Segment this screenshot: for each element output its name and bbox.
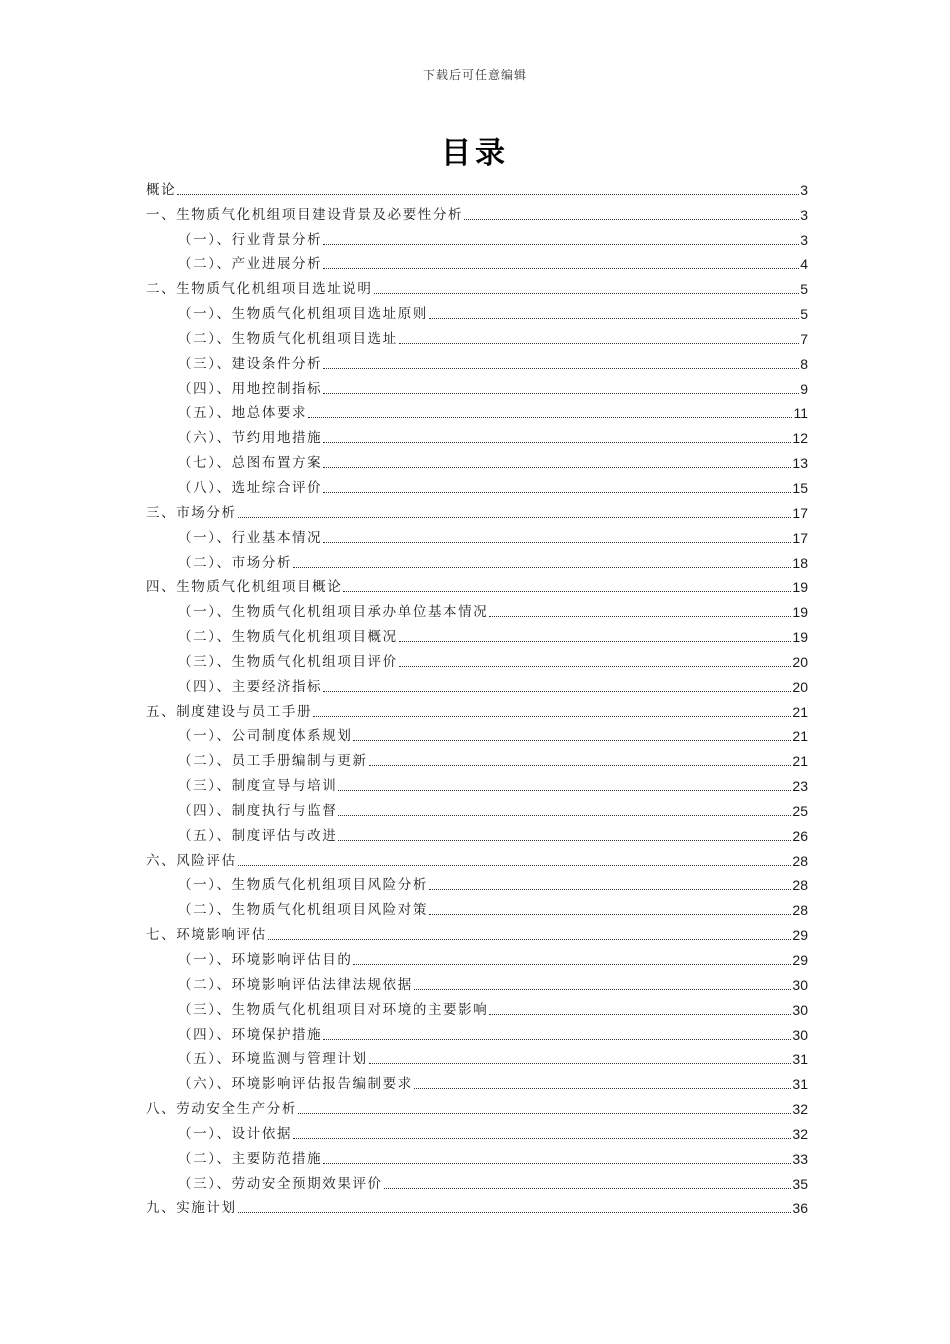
toc-subentry[interactable] <box>146 1143 808 1168</box>
toc-subentry[interactable] <box>146 596 808 621</box>
toc-entry[interactable] <box>146 174 808 199</box>
toc-entry-page: 17 <box>792 504 808 521</box>
toc-subentry[interactable] <box>146 820 808 845</box>
toc-subentry[interactable] <box>146 795 808 820</box>
toc-subentry[interactable] <box>146 1118 808 1143</box>
toc-title: 目录 <box>441 136 509 171</box>
dot-leader <box>369 765 792 766</box>
header-note: 下载后可任意编辑 <box>422 68 527 82</box>
toc-subentry[interactable] <box>146 447 808 472</box>
toc-entry-page: 32 <box>792 1101 808 1118</box>
toc-entry-page: 19 <box>792 629 808 646</box>
toc-entry[interactable] <box>146 696 808 721</box>
toc-subentry[interactable] <box>146 398 808 423</box>
dot-leader <box>323 1039 791 1040</box>
toc-entry-label: （三）、劳动安全预期效果评价 <box>178 1175 383 1192</box>
toc-subentry[interactable] <box>146 224 808 249</box>
toc-entry-page: 5 <box>800 306 808 323</box>
toc-subentry[interactable] <box>146 472 808 497</box>
toc-entry-page: 4 <box>800 256 808 273</box>
dot-leader <box>323 368 799 369</box>
toc-entry-page: 9 <box>800 380 808 397</box>
toc-entry-label: （六）、节约用地措施 <box>178 430 323 447</box>
toc-subentry[interactable] <box>146 422 808 447</box>
toc-entry-label: （二）、主要防范措施 <box>178 1150 323 1167</box>
dot-leader <box>313 716 791 717</box>
toc-entry-page: 15 <box>792 479 808 496</box>
dot-leader <box>374 293 800 294</box>
dot-leader <box>323 467 791 468</box>
toc-entry-label: （四）、制度执行与监督 <box>178 802 338 819</box>
toc-entry[interactable] <box>146 273 808 298</box>
toc-entry[interactable] <box>146 497 808 522</box>
toc-subentry[interactable] <box>146 770 808 795</box>
toc-subentry[interactable] <box>146 745 808 770</box>
toc-entry-page: 13 <box>792 455 808 472</box>
toc-subentry[interactable] <box>146 323 808 348</box>
toc-entry-page: 32 <box>792 1125 808 1142</box>
toc-entry-page: 3 <box>800 231 808 248</box>
toc-entry-page: 23 <box>792 778 808 795</box>
dot-leader <box>293 1138 791 1139</box>
toc-subentry[interactable] <box>146 1068 808 1093</box>
dot-leader <box>369 1063 792 1064</box>
toc-entry-page: 36 <box>792 1200 808 1217</box>
toc-entry-label: （三）、生物质气化机组项目对环境的主要影响 <box>178 1001 489 1018</box>
toc-entry-label: （三）、建设条件分析 <box>178 355 323 372</box>
toc-subentry[interactable] <box>146 870 808 895</box>
dot-leader <box>298 1113 791 1114</box>
toc-subentry[interactable] <box>146 721 808 746</box>
toc-entry-page: 20 <box>792 653 808 670</box>
toc-entry-page: 25 <box>792 802 808 819</box>
dot-leader <box>414 989 792 990</box>
toc-entry-label: （五）、制度评估与改进 <box>178 827 338 844</box>
toc-entry-label: （六）、环境影响评估报告编制要求 <box>178 1076 413 1093</box>
dot-leader <box>399 343 799 344</box>
toc-entry-label: （二）、产业进展分析 <box>178 256 323 273</box>
toc-entry-page: 30 <box>792 976 808 993</box>
toc-entry-label: （五）、地总体要求 <box>178 405 308 422</box>
toc-entry-page: 11 <box>793 405 808 422</box>
toc-entry-label: （一）、生物质气化机组项目风险分析 <box>178 877 428 894</box>
toc-entry-page: 19 <box>792 604 808 621</box>
dot-leader <box>353 964 791 965</box>
dot-leader <box>293 567 791 568</box>
toc-entry-label: （一）、设计依据 <box>178 1125 293 1142</box>
toc-entry-label: （四）、用地控制指标 <box>178 380 323 397</box>
toc-subentry[interactable] <box>146 522 808 547</box>
toc-entry-label: 三、市场分析 <box>146 504 237 521</box>
toc-entry-page: 28 <box>792 877 808 894</box>
toc-entry-label: （三）、制度宣导与培训 <box>178 778 338 795</box>
dot-leader <box>238 517 792 518</box>
dot-leader <box>429 914 791 915</box>
toc-entry[interactable] <box>146 572 808 597</box>
toc-entry-page: 21 <box>792 703 808 720</box>
toc-entry-label: （二）、生物质气化机组项目风险对策 <box>178 902 428 919</box>
toc-entry[interactable] <box>146 919 808 944</box>
dot-leader <box>323 1163 791 1164</box>
toc-entry-page: 35 <box>792 1175 808 1192</box>
toc-entry-page: 30 <box>792 1001 808 1018</box>
dot-leader <box>323 691 791 692</box>
toc-entry-label: 七、环境影响评估 <box>146 927 267 944</box>
dot-leader <box>323 542 791 543</box>
toc-entry-label: （四）、环境保护措施 <box>178 1026 323 1043</box>
toc-subentry[interactable] <box>146 1044 808 1069</box>
toc-subentry[interactable] <box>146 646 808 671</box>
toc-entry-page: 3 <box>800 206 808 223</box>
toc-subentry[interactable] <box>146 944 808 969</box>
dot-leader <box>323 268 799 269</box>
toc-entry-label: 二、生物质气化机组项目选址说明 <box>146 281 373 298</box>
toc-entry-label: 九、实施计划 <box>146 1200 237 1217</box>
toc-entry-label: （一）、环境影响评估目的 <box>178 952 353 968</box>
toc-subentry[interactable] <box>146 298 808 323</box>
dot-leader <box>177 194 799 195</box>
toc-entry-page: 33 <box>792 1150 808 1167</box>
toc-subentry[interactable] <box>146 348 808 373</box>
dot-leader <box>353 740 791 741</box>
toc-entry-page: 20 <box>792 678 808 695</box>
toc-entry-page: 8 <box>800 355 808 372</box>
dot-leader <box>429 889 791 890</box>
dot-leader <box>308 417 792 418</box>
toc-entry-label: 四、生物质气化机组项目概论 <box>146 579 343 596</box>
dot-leader <box>384 1188 792 1189</box>
toc-entry-page: 17 <box>792 529 808 546</box>
toc-entry-page: 31 <box>792 1076 808 1093</box>
dot-leader <box>399 641 792 642</box>
dot-leader <box>323 244 799 245</box>
dot-leader <box>338 815 791 816</box>
toc-entry-label: （一）、生物质气化机组项目承办单位基本情况 <box>178 604 489 621</box>
dot-leader <box>343 591 791 592</box>
toc-entry[interactable] <box>146 845 808 870</box>
toc-entry-page: 29 <box>792 952 808 968</box>
toc-entry-page: 18 <box>792 554 808 571</box>
dot-leader <box>489 616 791 617</box>
toc-subentry[interactable] <box>146 1168 808 1193</box>
toc-entry-page: 28 <box>792 852 808 869</box>
toc-entry-label: （二）、员工手册编制与更新 <box>178 753 368 770</box>
toc-entry-label: 概论 <box>146 181 177 198</box>
toc-entry-label: 八、劳动安全生产分析 <box>146 1101 297 1118</box>
toc-subentry[interactable] <box>146 249 808 274</box>
toc-entry-label: （八）、选址综合评价 <box>178 479 323 496</box>
toc-entry-label: （二）、市场分析 <box>178 554 293 571</box>
toc-entry-label: （一）、生物质气化机组项目选址原则 <box>178 306 428 323</box>
toc-subentry[interactable] <box>146 671 808 696</box>
dot-leader <box>464 219 799 220</box>
toc-entry-page: 3 <box>800 181 808 198</box>
toc-entry[interactable] <box>146 199 808 224</box>
dot-leader <box>429 318 799 319</box>
toc-entry-label: 六、风险评估 <box>146 852 237 869</box>
toc-entry-page: 26 <box>792 827 808 844</box>
toc-entry-page: 28 <box>792 902 808 919</box>
toc-subentry[interactable] <box>146 1019 808 1044</box>
toc-subentry[interactable] <box>146 373 808 398</box>
toc-entry-label: （二）、生物质气化机组项目选址 <box>178 330 398 347</box>
dot-leader <box>238 1212 792 1213</box>
dot-leader <box>414 1088 792 1089</box>
dot-leader <box>238 865 792 866</box>
dot-leader <box>399 666 792 667</box>
dot-leader <box>268 939 792 940</box>
toc-subentry[interactable] <box>146 621 808 646</box>
toc-entry-page: 12 <box>792 430 808 447</box>
toc-entry-label: （二）、生物质气化机组项目概况 <box>178 629 398 646</box>
dot-leader <box>338 840 791 841</box>
dot-leader <box>323 492 791 493</box>
toc-entry-page: 30 <box>792 1026 808 1043</box>
toc-entry[interactable] <box>146 1193 808 1218</box>
toc-subentry[interactable] <box>146 894 808 919</box>
toc-entry[interactable] <box>146 1093 808 1118</box>
toc-entry-page: 7 <box>800 330 808 347</box>
toc-entry-page: 29 <box>792 927 808 944</box>
toc-entry-page: 5 <box>800 281 808 298</box>
toc-entry-label: （五）、环境监测与管理计划 <box>178 1051 368 1068</box>
toc-subentry[interactable] <box>146 547 808 572</box>
toc-entry-label: （四）、主要经济指标 <box>178 678 323 695</box>
toc-entry-label: 一、生物质气化机组项目建设背景及必要性分析 <box>146 206 464 223</box>
toc-subentry[interactable] <box>146 994 808 1019</box>
toc-entry-label: 五、制度建设与员工手册 <box>146 703 313 720</box>
toc-entry-label: （一）、行业基本情况 <box>178 529 323 546</box>
dot-leader <box>323 442 791 443</box>
toc-entry-page: 21 <box>792 753 808 770</box>
dot-leader <box>338 790 791 791</box>
toc-entry-label: （二）、环境影响评估法律法规依据 <box>178 976 413 993</box>
toc-list <box>146 174 808 1217</box>
toc-entry-label: （一）、行业背景分析 <box>178 231 323 248</box>
toc-entry-page: 19 <box>792 579 808 596</box>
dot-leader <box>489 1014 791 1015</box>
toc-subentry[interactable] <box>146 969 808 994</box>
dot-leader <box>323 393 799 394</box>
toc-entry-page: 21 <box>792 728 808 745</box>
toc-entry-label: （一）、公司制度体系规划 <box>178 728 353 745</box>
toc-entry-page: 31 <box>792 1051 808 1068</box>
toc-entry-label: （三）、生物质气化机组项目评价 <box>178 653 398 670</box>
toc-entry-label: （七）、总图布置方案 <box>178 455 323 472</box>
